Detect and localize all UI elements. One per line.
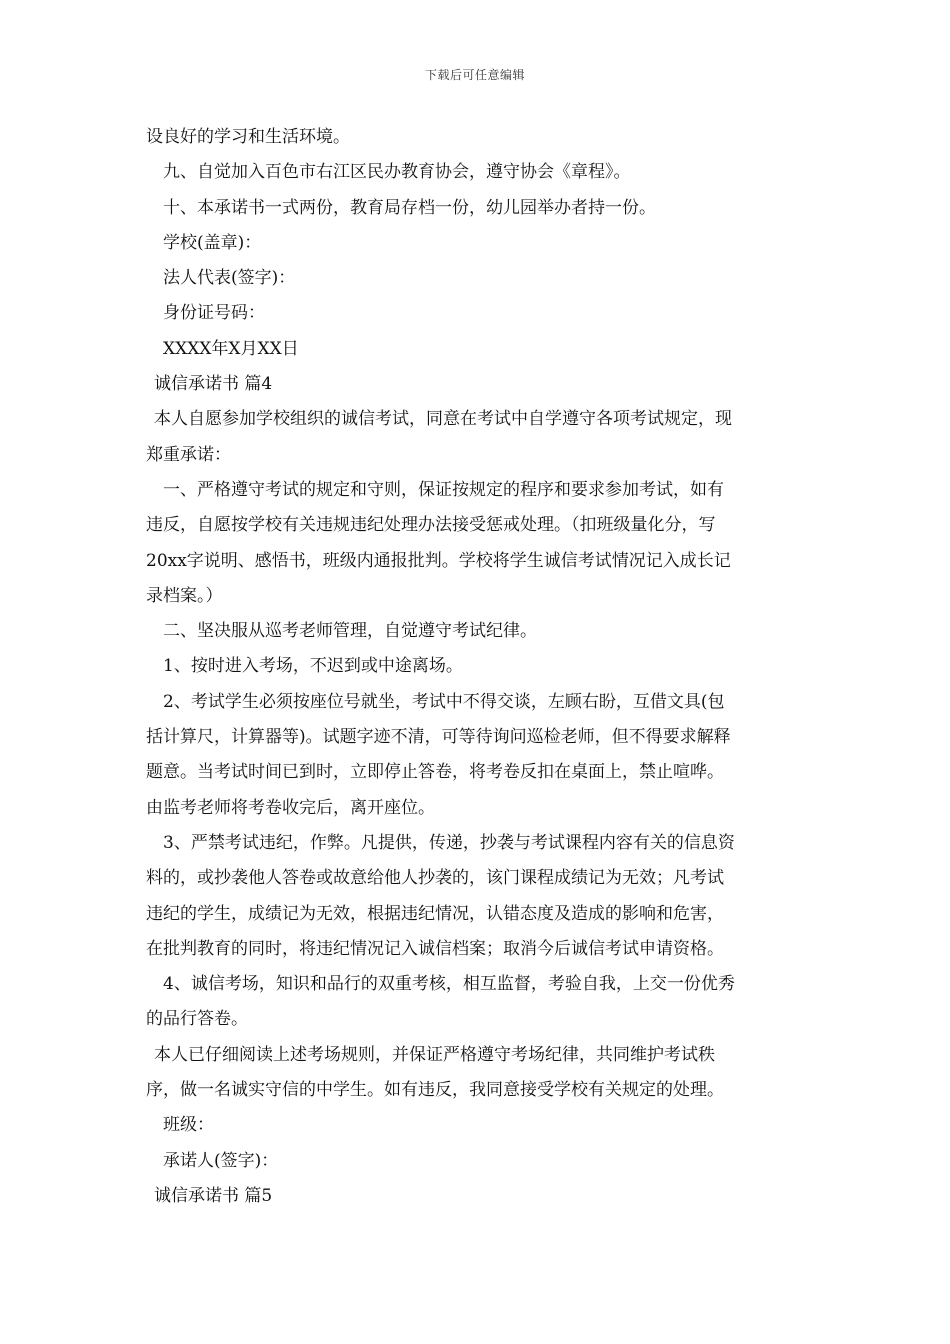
text-line: 九、自觉加入百色市右江区民办教育协会，遵守协会《章程》。 <box>163 162 631 183</box>
text-line: 1、按时进入考场，不迟到或中途离场。 <box>163 656 463 677</box>
text-line: 二、坚决服从巡考老师管理，自觉遵守考试纪律。 <box>163 621 537 642</box>
text-line: XXXX年X月XX日 <box>163 338 299 359</box>
text-line: 设良好的学习和生活环境。 <box>146 127 350 147</box>
text-line: 的品行答卷。 <box>146 1009 248 1030</box>
text-line: 由监考老师将考卷收完后，离开座位。 <box>146 797 435 818</box>
text-line: 2、考试学生必须按座位号就坐，考试中不得交谈，左顾右盼，互借文具(包 <box>163 691 725 712</box>
section-heading: 诚信承诺书 篇5 <box>154 1185 273 1206</box>
text-line: 括计算尺，计算器等)。试题字迹不清，可等待询问巡检老师，但不得要求解释 <box>146 727 731 748</box>
text-line: 一、严格遵守考试的规定和守则，保证按规定的程序和要求参加考试，如有 <box>163 479 724 500</box>
text-line: 法人代表(签字)： <box>163 268 296 289</box>
text-line: 本人自愿参加学校组织的诚信考试，同意在考试中自学遵守各项考试规定，现 <box>154 409 732 430</box>
text-line: 题意。当考试时间已到时，立即停止答卷，将考卷反扣在桌面上，禁止喧哗。 <box>146 762 724 783</box>
text-line: 承诺人(签字)： <box>163 1150 279 1171</box>
page-header: 下载后可任意编辑 <box>424 68 525 82</box>
text-line: 学校(盖章)： <box>163 232 262 253</box>
text-line: 在批判教育的同时，将违纪情况记入诚信档案；取消今后诚信考试申请资格。 <box>146 938 724 959</box>
text-line: 本人已仔细阅读上述考场规则，并保证严格遵守考场纪律，共同维护考试秩 <box>154 1044 715 1065</box>
text-line: 20xx字说明、感悟书，班级内通报批判。学校将学生诚信考试情况记入成长记 <box>146 550 731 571</box>
section-heading: 诚信承诺书 篇4 <box>154 374 273 395</box>
text-line: 料的，或抄袭他人答卷或故意给他人抄袭的，该门课程成绩记为无效；凡考试 <box>146 868 724 889</box>
text-line: 录档案。） <box>146 585 223 606</box>
text-line: 3、严禁考试违纪，作弊。凡提供，传递，抄袭与考试课程内容有关的信息资 <box>163 832 735 853</box>
text-line: 4、诚信考场，知识和品行的双重考核，相互监督，考验自我，上交一份优秀 <box>163 974 735 995</box>
text-line: 违反，自愿按学校有关违规违纪处理办法接受惩戒处理。（扣班级量化分，写 <box>146 515 716 536</box>
text-line: 班级： <box>163 1115 214 1136</box>
text-line: 郑重承诺： <box>146 444 231 465</box>
text-line: 序，做一名诚实守信的中学生。如有违反，我同意接受学校有关规定的处理。 <box>146 1080 724 1101</box>
document-body <box>146 120 810 1214</box>
text-line: 十、本承诺书一式两份，教育局存档一份，幼儿园举办者持一份。 <box>163 197 656 218</box>
text-line: 身份证号码： <box>163 303 265 324</box>
text-line: 违纪的学生，成绩记为无效，根据违纪情况，认错态度及造成的影响和危害， <box>146 903 724 924</box>
